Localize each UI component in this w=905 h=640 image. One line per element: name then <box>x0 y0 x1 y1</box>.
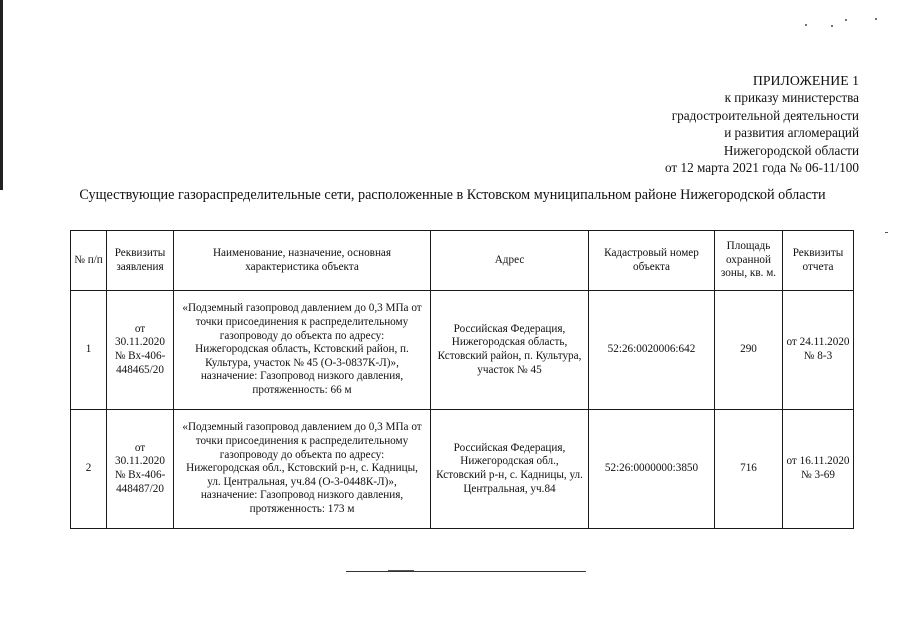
header-address: Адрес <box>431 231 589 291</box>
scan-tick <box>885 232 888 233</box>
table-header-row <box>71 231 854 291</box>
cell-description: «Подземный газопровод давлением до 0,3 МПа от точки присоединения к распределительному газопроводу до объекта по адресу: Нижегородская область, Кстовский район, п. Культура, участок № 45 (О-3-0837К-Л)», назначение: Газопровод низкого давления, протяженность: 66 м <box>174 291 431 410</box>
gas-network-table <box>70 230 854 529</box>
cell-report: от 24.11.2020 № 8-3 <box>783 291 854 410</box>
header-cadastral: Кадастровый номер объекта <box>589 231 715 291</box>
cell-number: 1 <box>71 291 107 410</box>
header-area: Площадь охранной зоны, кв. м. <box>715 231 783 291</box>
cell-application: от 30.11.2020 № Вх-406-448487/20 <box>107 410 174 529</box>
cell-address: Российская Федерация, Нижегородская область, Кстовский район, п. Культура, участок № 45 <box>431 291 589 410</box>
appendix-line: и развития агломераций <box>724 125 859 141</box>
scan-edge-mark <box>0 0 3 190</box>
appendix-line: к приказу министерства <box>724 90 859 106</box>
document-title: Существующие газораспределительные сети, расположенные в Кстовском муниципальном районе Нижегородской области <box>79 187 826 203</box>
header-description: Наименование, назначение, основная характеристика объекта <box>174 231 431 291</box>
appendix-line: градостроительной деятельности <box>671 107 859 123</box>
table-row <box>71 291 854 410</box>
header-report: Реквизиты отчета <box>783 231 854 291</box>
cell-description: «Подземный газопровод давлением до 0,3 МПа от точки присоединения к распределительному газопроводу до объекта по адресу: Нижегородская обл., Кстовский р-н, с. Кадницы, ул. Центральная, уч.84 (О-3-0448К-Л)», назначение: Газопровод низкого давления, протяженность: 173 м <box>174 410 431 529</box>
scan-specks <box>805 18 885 30</box>
cell-area: 290 <box>715 291 783 410</box>
header-number: № п/п <box>71 231 107 291</box>
cell-address: Российская Федерация, Нижегородская обл., Кстовский р-н, с. Кадницы, ул. Центральная, уч.84 <box>431 410 589 529</box>
appendix-block <box>665 72 859 176</box>
closing-divider <box>346 571 586 572</box>
cell-number: 2 <box>71 410 107 529</box>
cell-cadastral: 52:26:0000000:3850 <box>589 410 715 529</box>
cell-cadastral: 52:26:0020006:642 <box>589 291 715 410</box>
cell-area: 716 <box>715 410 783 529</box>
table-row <box>71 410 854 529</box>
cell-application: от 30.11.2020 № Вх-406-448465/20 <box>107 291 174 410</box>
cell-report: от 16.11.2020 № 3-69 <box>783 410 854 529</box>
appendix-line: Нижегородской области <box>723 142 859 158</box>
header-application: Реквизиты заявления <box>107 231 174 291</box>
appendix-line: от 12 марта 2021 года № 06-11/100 <box>665 160 859 176</box>
appendix-title: ПРИЛОЖЕНИЕ 1 <box>752 73 859 88</box>
